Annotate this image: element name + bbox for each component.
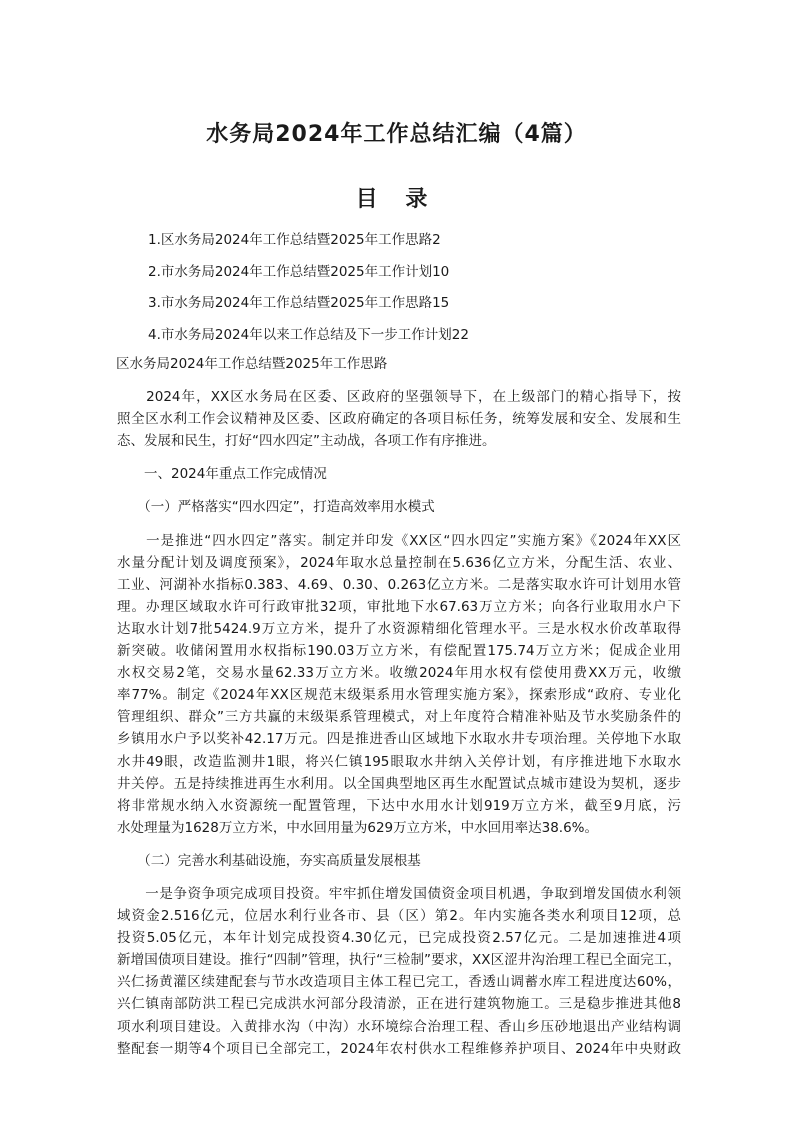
text-line: 域资金2.516亿元，位居水利行业各市、县（区）第2。年内实施各类水利项目12项，总 [117, 908, 681, 925]
subsection-heading: （一）严格落实“四水四定”，打造高效率用水模式 [117, 499, 435, 516]
text-line: 2024年，XX区水务局在区委、区政府的坚强领导下，在上级部门的精心指导下，按 [117, 389, 681, 406]
text-line: 兴仁扬黄灌区续建配套与节水改造项目主体工程已完工，香透山调蓄水库工程进度达60%， [117, 974, 681, 991]
text-line: 照全区水利工作会议精神及区委、区政府确定的各项目标任务，统筹发展和安全、发展和生 [117, 411, 681, 428]
text-line: 将非常规水纳入水资源统一配置管理，下达中水用水计划919万立方米，截至9月底，污 [117, 797, 681, 814]
paragraph-1 [117, 530, 681, 839]
text-line: 水权交易2笔，交易水量62.33万立方米。收缴2024年用水权有偿使用费XX万元，收缴 [117, 665, 681, 682]
paragraph-2 [117, 883, 681, 1060]
text-line: 项水利项目建设。入黄排水沟（中沟）水环境综合治理工程、香山乡压砂地退出产业结构调 [117, 1018, 681, 1035]
table-of-contents [148, 229, 469, 356]
toc-heading: 目 录 [355, 187, 438, 212]
article-title: 区水务局2024年工作总结暨2025年工作思路 [116, 356, 388, 372]
intro-paragraph [117, 386, 681, 452]
text-line: 工业、河湖补水指标0.383、4.69、0.30、0.263亿立方米。二是落实取水许可计划用水管 [117, 576, 681, 593]
text-line: 理。办理区域取水许可行政审批32项，审批地下水67.63万立方米；向各行业取用水户下 [117, 598, 681, 615]
text-line: 水量分配计划及调度预案》，2024年取水总量控制在5.636亿立方米，分配生活、农业、 [117, 554, 681, 571]
text-line: 乡镇用水户予以奖补42.17万元。四是推进香山区域地下水取水井专项治理。关停地下水取 [117, 731, 681, 748]
text-line: 达取水计划7批5424.9万立方米，提升了水资源精细化管理水平。三是水权水价改革取得 [117, 620, 681, 637]
text-line: 一是争资争项完成项目投资。牢牢抓住增发国债资金项目机遇，争取到增发国债水利领 [117, 885, 681, 902]
text-line: 水井49眼，改造监测井1眼，将兴仁镇195眼取水井纳入关停计划，有序推进地下水取水 [117, 753, 681, 770]
subsection-heading: （二）完善水利基础设施，夯实高质量发展根基 [117, 852, 421, 869]
section-heading: 一、2024年重点工作完成情况 [117, 466, 327, 483]
text-line: 率77%。制定《2024年XX区规范末级渠系用水管理实施方案》，探索形成“政府、专业化 [117, 687, 681, 704]
text-line: 水处理量为1628万立方米，中水回用量为629万立方米，中水回用率达38.6%。 [117, 819, 599, 836]
toc-item: 3.市水务局2024年工作总结暨2025年工作思路15 [148, 295, 450, 312]
document-title: 水务局2024年工作总结汇编（4篇） [206, 122, 587, 147]
article-body [117, 353, 681, 1060]
text-line: 新突破。收储闲置用水权指标190.03万立方米，有偿配置175.74万立方米；促成企业用 [117, 643, 681, 660]
text-line: 井关停。五是持续推进再生水利用。以全国典型地区再生水配置试点城市建设为契机，逐步 [117, 775, 681, 792]
text-line: 新增国债项目建设。推行“四制”管理，执行“三检制”要求，XX区涩井沟治理工程已全面完工， [117, 952, 681, 969]
text-line: 一是推进“四水四定”落实。制定并印发《XX区“四水四定”实施方案》《2024年XX区 [117, 532, 681, 549]
toc-item: 4.市水务局2024年以来工作总结及下一步工作计划22 [148, 327, 469, 344]
text-line: 整配套一期等4个项目已全部完工，2024年农村供水工程维修养护项目、2024年中央财政 [117, 1040, 681, 1057]
text-line: 态、发展和民生，打好“四水四定”主动战，各项工作有序推进。 [117, 433, 496, 450]
text-line: 投资5.05亿元，本年计划完成投资4.30亿元，已完成投资2.57亿元。二是加速推进4项 [117, 930, 681, 947]
text-line: 兴仁镇南部防洪工程已完成洪水河部分段清淤，正在进行建筑物施工。三是稳步推进其他8 [117, 996, 681, 1013]
text-line: 管理组织、群众”三方共赢的末级渠系管理模式，对上年度符合精准补贴及节水奖励条件的 [117, 709, 681, 726]
toc-item: 2.市水务局2024年工作总结暨2025年工作计划10 [148, 263, 450, 280]
toc-item: 1.区水务局2024年工作总结暨2025年工作思路2 [148, 232, 441, 248]
